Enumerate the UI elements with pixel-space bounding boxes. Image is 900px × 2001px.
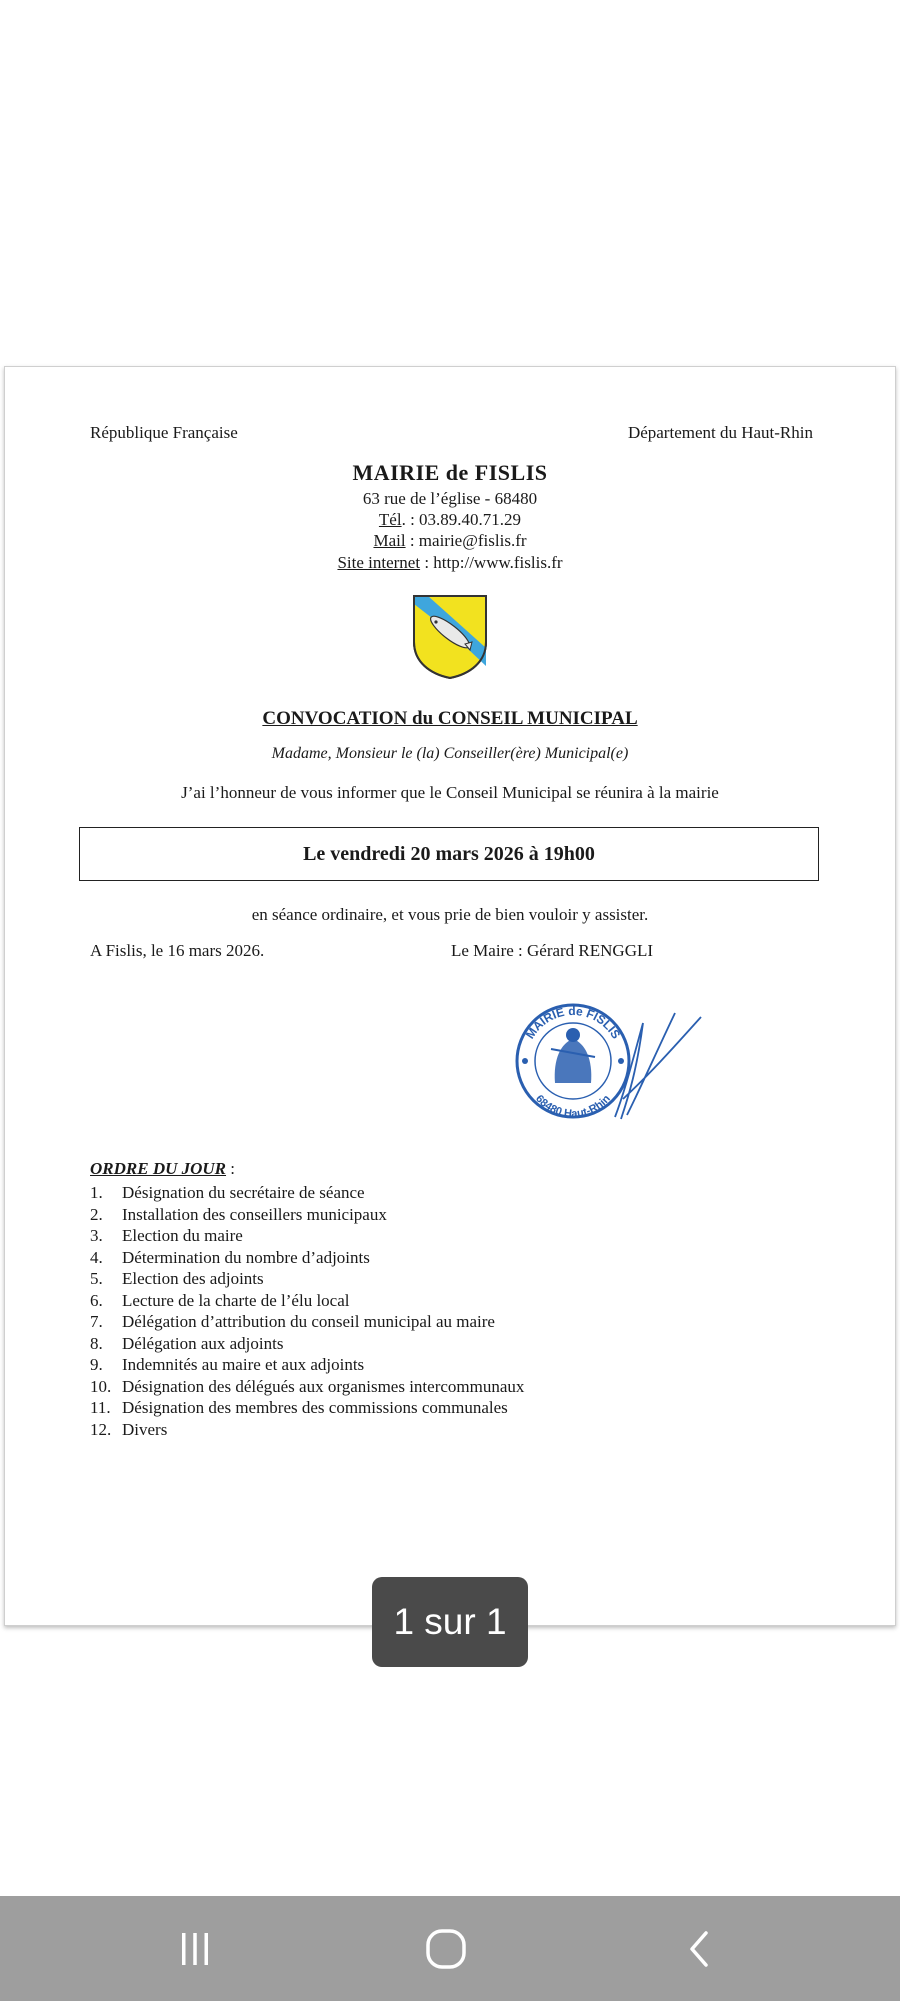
mairie-address: 63 rue de l’église - 68480 bbox=[362, 489, 538, 508]
item-text: Election du maire bbox=[122, 1226, 243, 1245]
item-number: 7. bbox=[90, 1312, 103, 1331]
mail-label: Mail bbox=[373, 531, 406, 550]
item-text: Divers bbox=[122, 1419, 168, 1439]
item-number: 12. bbox=[90, 1419, 112, 1439]
list-item bbox=[90, 1311, 524, 1333]
mairie-phone bbox=[5, 510, 895, 530]
tel-value: . : 03.89.40.71.29 bbox=[401, 510, 522, 529]
coat-of-arms-icon bbox=[410, 592, 490, 680]
ordre-du-jour-list bbox=[90, 1182, 524, 1440]
item-text: Délégation d’attribution du conseil municipal au maire bbox=[122, 1312, 495, 1331]
list-item bbox=[90, 1419, 524, 1441]
meeting-date-box: Le vendredi 20 mars 2026 à 19h00 bbox=[79, 827, 819, 881]
list-item bbox=[90, 1204, 524, 1226]
item-text: Lecture de la charte de l’élu local bbox=[122, 1290, 350, 1310]
list-item bbox=[90, 1182, 524, 1204]
item-number: 3. bbox=[90, 1226, 103, 1245]
item-text: Election des adjoints bbox=[122, 1269, 264, 1288]
site-value: : http://www.fislis.fr bbox=[420, 553, 563, 572]
document-page bbox=[4, 366, 896, 1626]
convocation-title: CONVOCATION du CONSEIL MUNICIPAL bbox=[262, 708, 638, 729]
item-text: Délégation aux adjoints bbox=[122, 1333, 284, 1353]
site-label: Site internet bbox=[337, 553, 421, 572]
item-text: Détermination du nombre d’adjoints bbox=[122, 1247, 370, 1267]
list-item bbox=[90, 1247, 524, 1269]
ordre-title-colon: : bbox=[226, 1159, 236, 1178]
list-item bbox=[90, 1225, 524, 1247]
tel-label: Tél bbox=[378, 510, 402, 529]
item-number: 1. bbox=[90, 1183, 103, 1202]
item-text: Désignation des membres des commissions communales bbox=[122, 1398, 508, 1417]
maire-signature-line: Le Maire : Gérard RENGGLI bbox=[451, 941, 654, 960]
item-text: Désignation du secrétaire de séance bbox=[122, 1183, 365, 1202]
place-date: A Fislis, le 16 mars 2026. bbox=[90, 941, 265, 960]
mairie-stamp-icon bbox=[505, 999, 705, 1124]
item-number: 8. bbox=[90, 1333, 103, 1353]
salutation: Madame, Monsieur le (la) Conseiller(ère) Municipal(e) bbox=[271, 745, 629, 762]
back-icon bbox=[680, 1929, 720, 1969]
page-indicator: 1 sur 1 bbox=[372, 1577, 528, 1667]
item-number: 2. bbox=[90, 1204, 103, 1224]
item-number: 11. bbox=[90, 1398, 111, 1417]
seance-text: en séance ordinaire, et vous prie de bien vouloir y assister. bbox=[251, 905, 649, 924]
item-number: 5. bbox=[90, 1269, 103, 1288]
list-item bbox=[90, 1376, 524, 1398]
back-button[interactable] bbox=[640, 1896, 760, 2001]
list-item bbox=[90, 1268, 524, 1290]
recents-button[interactable] bbox=[135, 1896, 255, 2001]
list-item bbox=[90, 1333, 524, 1355]
mairie-website bbox=[5, 553, 895, 573]
stamp-text-top: MAIRIE de FISLIS bbox=[522, 1003, 624, 1042]
ordre-du-jour-title bbox=[90, 1159, 235, 1179]
list-item bbox=[90, 1290, 524, 1312]
list-item bbox=[90, 1354, 524, 1376]
header-left: République Française bbox=[90, 423, 238, 442]
mairie-title: MAIRIE de FISLIS bbox=[352, 460, 548, 485]
ordre-title-text: ORDRE DU JOUR bbox=[90, 1159, 227, 1178]
item-number: 4. bbox=[90, 1247, 103, 1267]
svg-text:68480 Haut-Rhin bbox=[533, 1093, 613, 1121]
stamp-text-bottom: 68480 Haut-Rhin bbox=[533, 1092, 613, 1121]
item-text: Installation des conseillers municipaux bbox=[122, 1204, 387, 1224]
recents-icon bbox=[175, 1929, 215, 1969]
item-text: Désignation des délégués aux organismes intercommunaux bbox=[122, 1376, 525, 1396]
home-icon bbox=[424, 1927, 468, 1971]
list-item bbox=[90, 1397, 524, 1419]
item-number: 10. bbox=[90, 1376, 112, 1396]
mairie-mail bbox=[5, 531, 895, 551]
item-text: Indemnités au maire et aux adjoints bbox=[122, 1355, 365, 1374]
item-number: 9. bbox=[90, 1355, 103, 1374]
item-number: 6. bbox=[90, 1290, 103, 1310]
mail-value: : mairie@fislis.fr bbox=[405, 531, 527, 550]
system-navbar bbox=[0, 1896, 900, 2001]
home-button[interactable] bbox=[386, 1896, 506, 2001]
intro-text: J’ai l’honneur de vous informer que le Conseil Municipal se réunira à la mairie bbox=[181, 783, 719, 802]
header-right: Département du Haut-Rhin bbox=[627, 423, 813, 442]
